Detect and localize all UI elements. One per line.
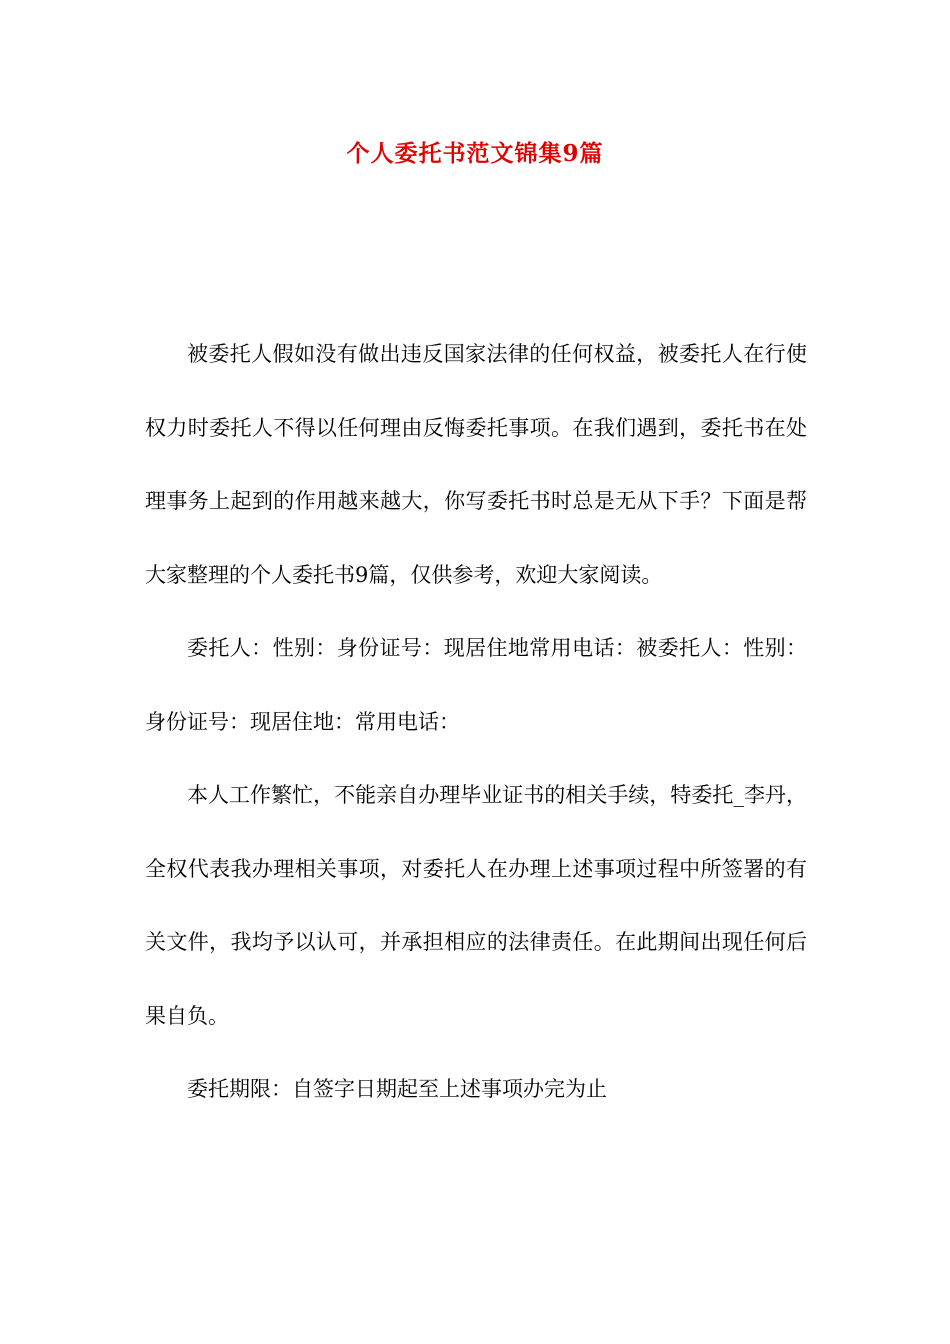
paragraph-intro: 被委托人假如没有做出违反国家法律的任何权益，被委托人在行使权力时委托人不得以任何理由反悔委托事项。在我们遇到，委托书在处理事务上起到的作用越来越大，你写委托书时总是无从下手？下面是帮大家整理的个人委托书9篇，仅供参考，欢迎大家阅读。: [145, 342, 807, 587]
paragraph-term: 委托期限：自签字日期起至上述事项办完为止: [187, 1077, 607, 1101]
document-title: 个人委托书范文锦集9篇: [346, 140, 604, 167]
paragraph-authorization: 本人工作繁忙，不能亲自办理毕业证书的相关手续，特委托_李丹，全权代表我办理相关事项，对委托人在办理上述事项过程中所签署的有关文件，我均予以认可，并承担相应的法律责任。在此期间出现任何后果自负。: [145, 783, 807, 1028]
document-body: [145, 318, 807, 1127]
paragraph-party-info: 委托人：性别：身份证号：现居住地常用电话：被委托人：性别：身份证号：现居住地：常用电话：: [145, 636, 807, 734]
